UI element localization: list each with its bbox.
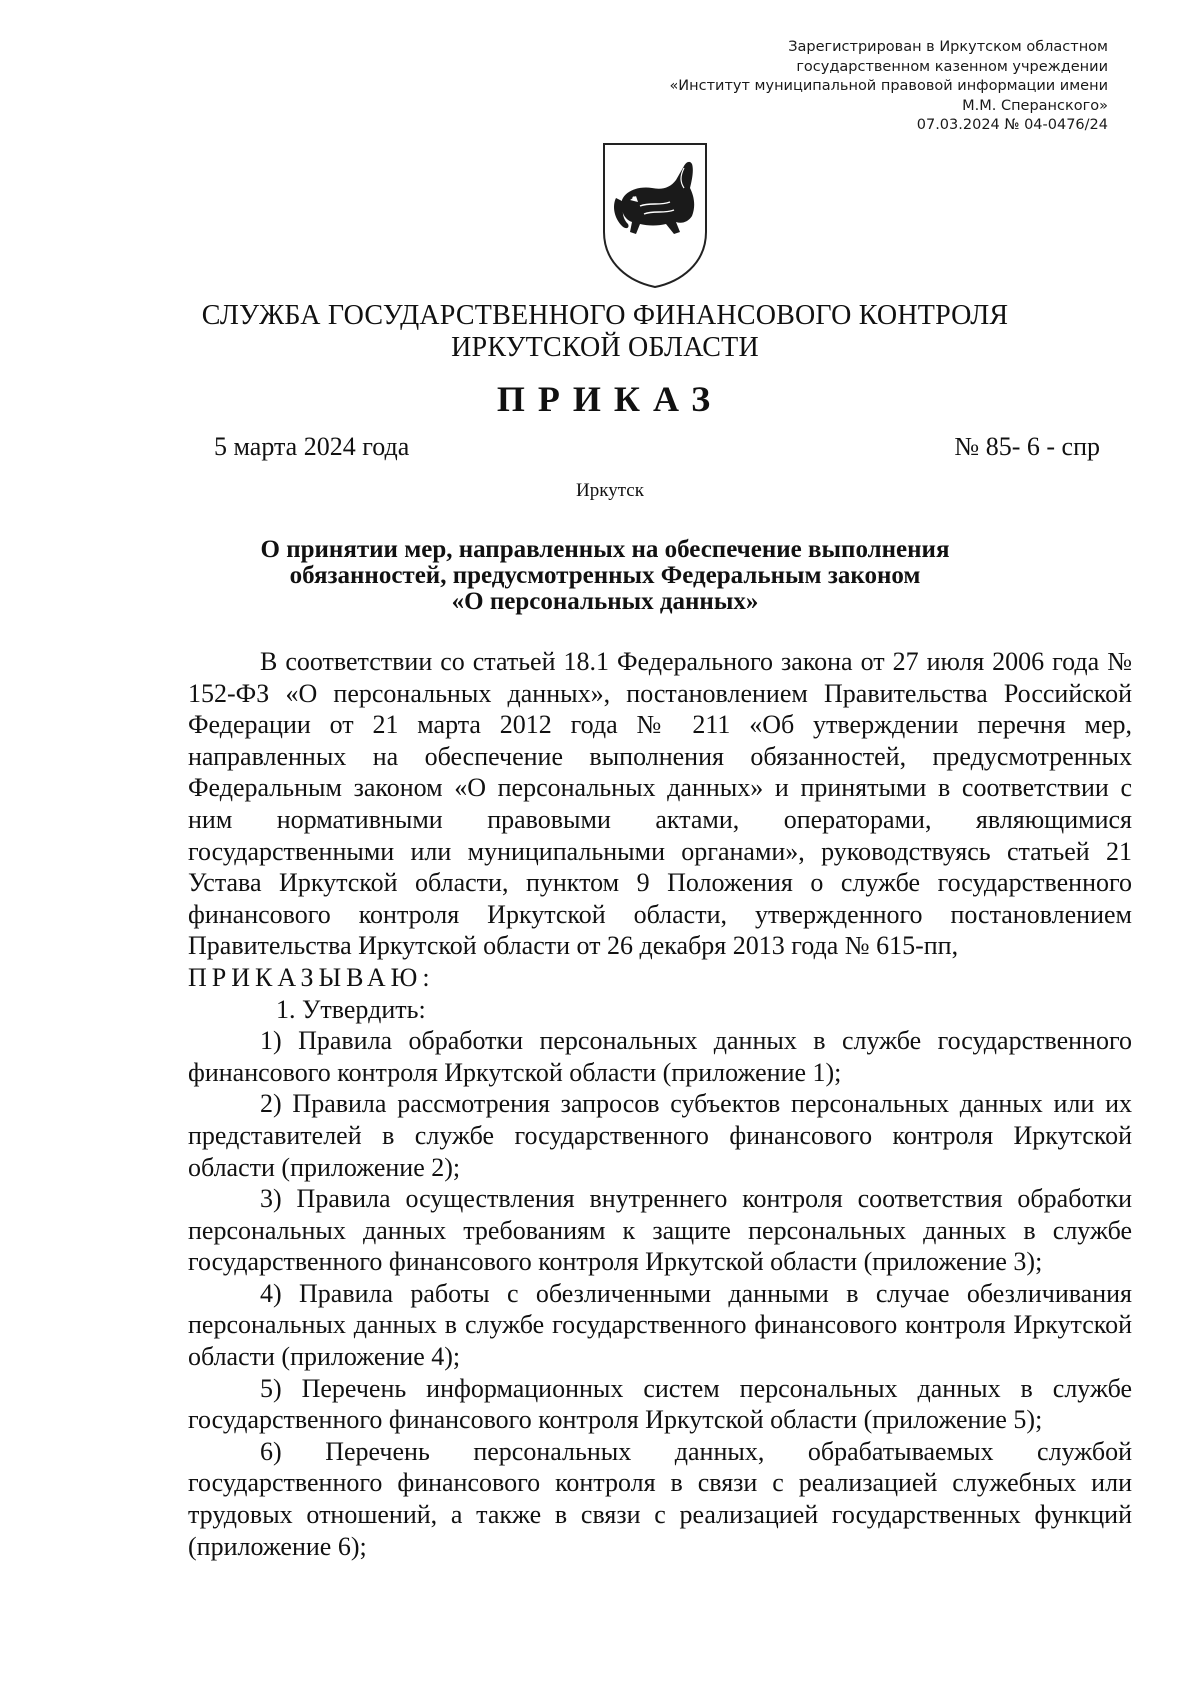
registration-line: Зарегистрирован в Иркутском областном xyxy=(788,39,1108,55)
list-item: 6) Перечень персональных данных, обрабатываемых службой государственного финансового контроля в связи с реализацией служебных или трудовых отношений, а также в связи с реализацией государственных функций (приложение 6); xyxy=(188,1436,1132,1561)
registration-line: «Институт муниципальной правовой информации имени xyxy=(669,78,1108,94)
organization-title xyxy=(180,300,1030,364)
list-item: 5) Перечень информационных систем персональных данных в службе государственного финансового контроля Иркутской области (приложение 5); xyxy=(188,1373,1132,1435)
list-item: 1. Утвердить: xyxy=(276,994,426,1024)
organization-title-line: ИРКУТСКОЙ ОБЛАСТИ xyxy=(451,332,759,363)
document-body xyxy=(188,646,1132,1562)
list-item: 4) Правила работы с обезличенными данными в случае обезличивания персональных данных в службе государственного финансового контроля Иркутской области (приложение 4); xyxy=(188,1278,1132,1372)
document-subject xyxy=(190,537,1020,615)
registration-number: 07.03.2024 № 04-0476/24 xyxy=(916,117,1108,133)
subject-line: «О персональных данных» xyxy=(451,588,759,615)
registration-line: М.М. Сперанского» xyxy=(962,97,1108,114)
order-date: 5 марта 2024 года xyxy=(214,432,410,461)
registration-line: государственном казенном учреждении xyxy=(796,58,1108,75)
list-item: 1) Правила обработки персональных данных в службе государственного финансового контроля Иркутской области (приложение 1); xyxy=(188,1026,1132,1087)
preamble-paragraph: В соответствии со статьей 18.1 Федерального закона от 27 июля 2006 года № 152-ФЗ «О персональных данных», постановлением Правительства Российской Федерации от 21 марта 2012 года № 211 «Об утверждении перечня мер, направленных на обеспечение выполнения обязанностей, предусмотренных Федеральным законом «О персональных данных» и принятыми в соответствии с ним нормативными правовыми актами, операторами, являющимися государственными или муниципальными органами», руководствуясь статьей 21 Устава Иркутской области, пунктом 9 Положения о службе государственного финансового контроля Иркутской области, утвержденного постановлением Правительства Иркутской области от 26 декабря 2013 года № 615-пп, xyxy=(188,647,1132,961)
list-item: 3) Правила осуществления внутреннего контроля соответствия обработки персональных данных требованиям к защите персональных данных в службе государственного финансового контроля Иркутской области (приложение 3); xyxy=(188,1184,1132,1277)
registration-stamp xyxy=(588,38,1108,136)
document-type-heading: ПРИКАЗ xyxy=(496,379,724,419)
order-directive: ПРИКАЗЫВАЮ: xyxy=(188,962,435,992)
coat-of-arms-icon xyxy=(600,140,710,290)
subject-line: обязанностей, предусмотренных Федеральным законом xyxy=(289,562,921,589)
order-city: Иркутск xyxy=(576,480,644,501)
list-item: 2) Правила рассмотрения запросов субъектов персональных данных или их представителей в службе государственного финансового контроля Иркутской области (приложение 2); xyxy=(188,1089,1132,1182)
organization-title-line: СЛУЖБА ГОСУДАРСТВЕННОГО ФИНАНСОВОГО КОНТРОЛЯ xyxy=(201,300,1009,331)
order-number: № 85- 6 - спр xyxy=(954,432,1100,461)
subject-line: О принятии мер, направленных на обеспечение выполнения xyxy=(260,536,950,563)
